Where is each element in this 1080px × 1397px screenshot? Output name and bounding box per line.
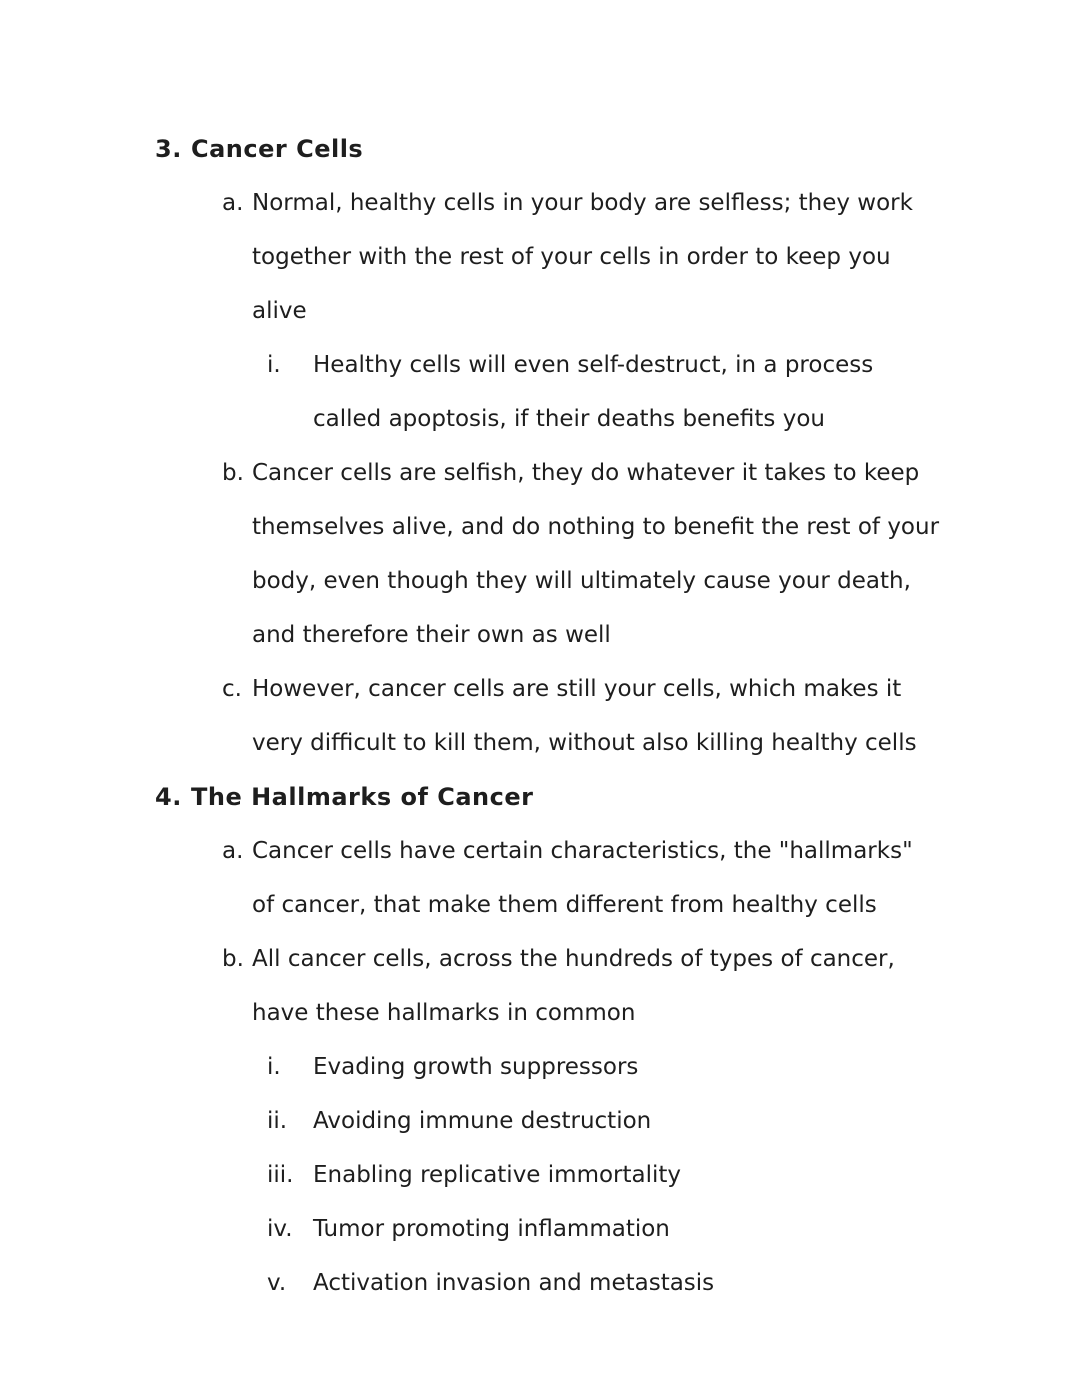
subitem-text: Tumor promoting inflammation: [313, 1216, 670, 1242]
subitem-numeral: i.: [267, 1054, 281, 1080]
item-letter: b.: [222, 946, 244, 972]
subitem-text: Avoiding immune destruction: [313, 1108, 652, 1134]
outline-item: [222, 932, 955, 1040]
outline-item: [222, 176, 955, 338]
item-text: However, cancer cells are still your cells, which makes it very difficult to kill them, without also killing healthy cells: [252, 676, 917, 756]
section-number: 4.: [155, 783, 182, 811]
outline-subitem: [267, 338, 955, 446]
section-heading: [155, 770, 955, 824]
section-number: 3.: [155, 135, 182, 163]
item-text: Normal, healthy cells in your body are selfless; they work together with the rest of your cells in order to keep you alive: [252, 190, 913, 324]
subitem-numeral: ii.: [267, 1108, 288, 1134]
item-letter: a.: [222, 838, 244, 864]
section-title: Cancer Cells: [191, 135, 364, 163]
item-letter: a.: [222, 190, 244, 216]
subitem-text: Evading growth suppressors: [313, 1054, 639, 1080]
subitem-text: Enabling replicative immortality: [313, 1162, 682, 1188]
section-title: The Hallmarks of Cancer: [191, 783, 534, 811]
item-text: All cancer cells, across the hundreds of types of cancer, have these hallmarks in common: [252, 946, 895, 1026]
subitem-text: Healthy cells will even self-destruct, in a process called apoptosis, if their deaths benefits you: [313, 352, 874, 432]
outline-item: [222, 662, 955, 770]
notes-content: [155, 122, 955, 1310]
item-letter: b.: [222, 460, 244, 486]
outline-subitem: [267, 1202, 955, 1256]
outline-subitem: [267, 1256, 955, 1310]
subitem-numeral: iv.: [267, 1216, 293, 1242]
subitem-numeral: iii.: [267, 1162, 294, 1188]
item-text: Cancer cells have certain characteristics, the "hallmarks" of cancer, that make them different from healthy cells: [252, 838, 913, 918]
outline-item: [222, 824, 955, 932]
outline-subitem: [267, 1148, 955, 1202]
item-letter: c.: [222, 676, 242, 702]
subitem-numeral: i.: [267, 352, 281, 378]
section-heading: [155, 122, 955, 176]
outline-subitem: [267, 1040, 955, 1094]
outline-item: [222, 446, 955, 662]
subitem-numeral: v.: [267, 1270, 287, 1296]
subitem-text: Activation invasion and metastasis: [313, 1270, 715, 1296]
item-text: Cancer cells are selfish, they do whatever it takes to keep themselves alive, and do nothing to benefit the rest of your body, even though they will ultimately cause your death, and therefore their own as well: [252, 460, 940, 648]
outline-subitem: [267, 1094, 955, 1148]
